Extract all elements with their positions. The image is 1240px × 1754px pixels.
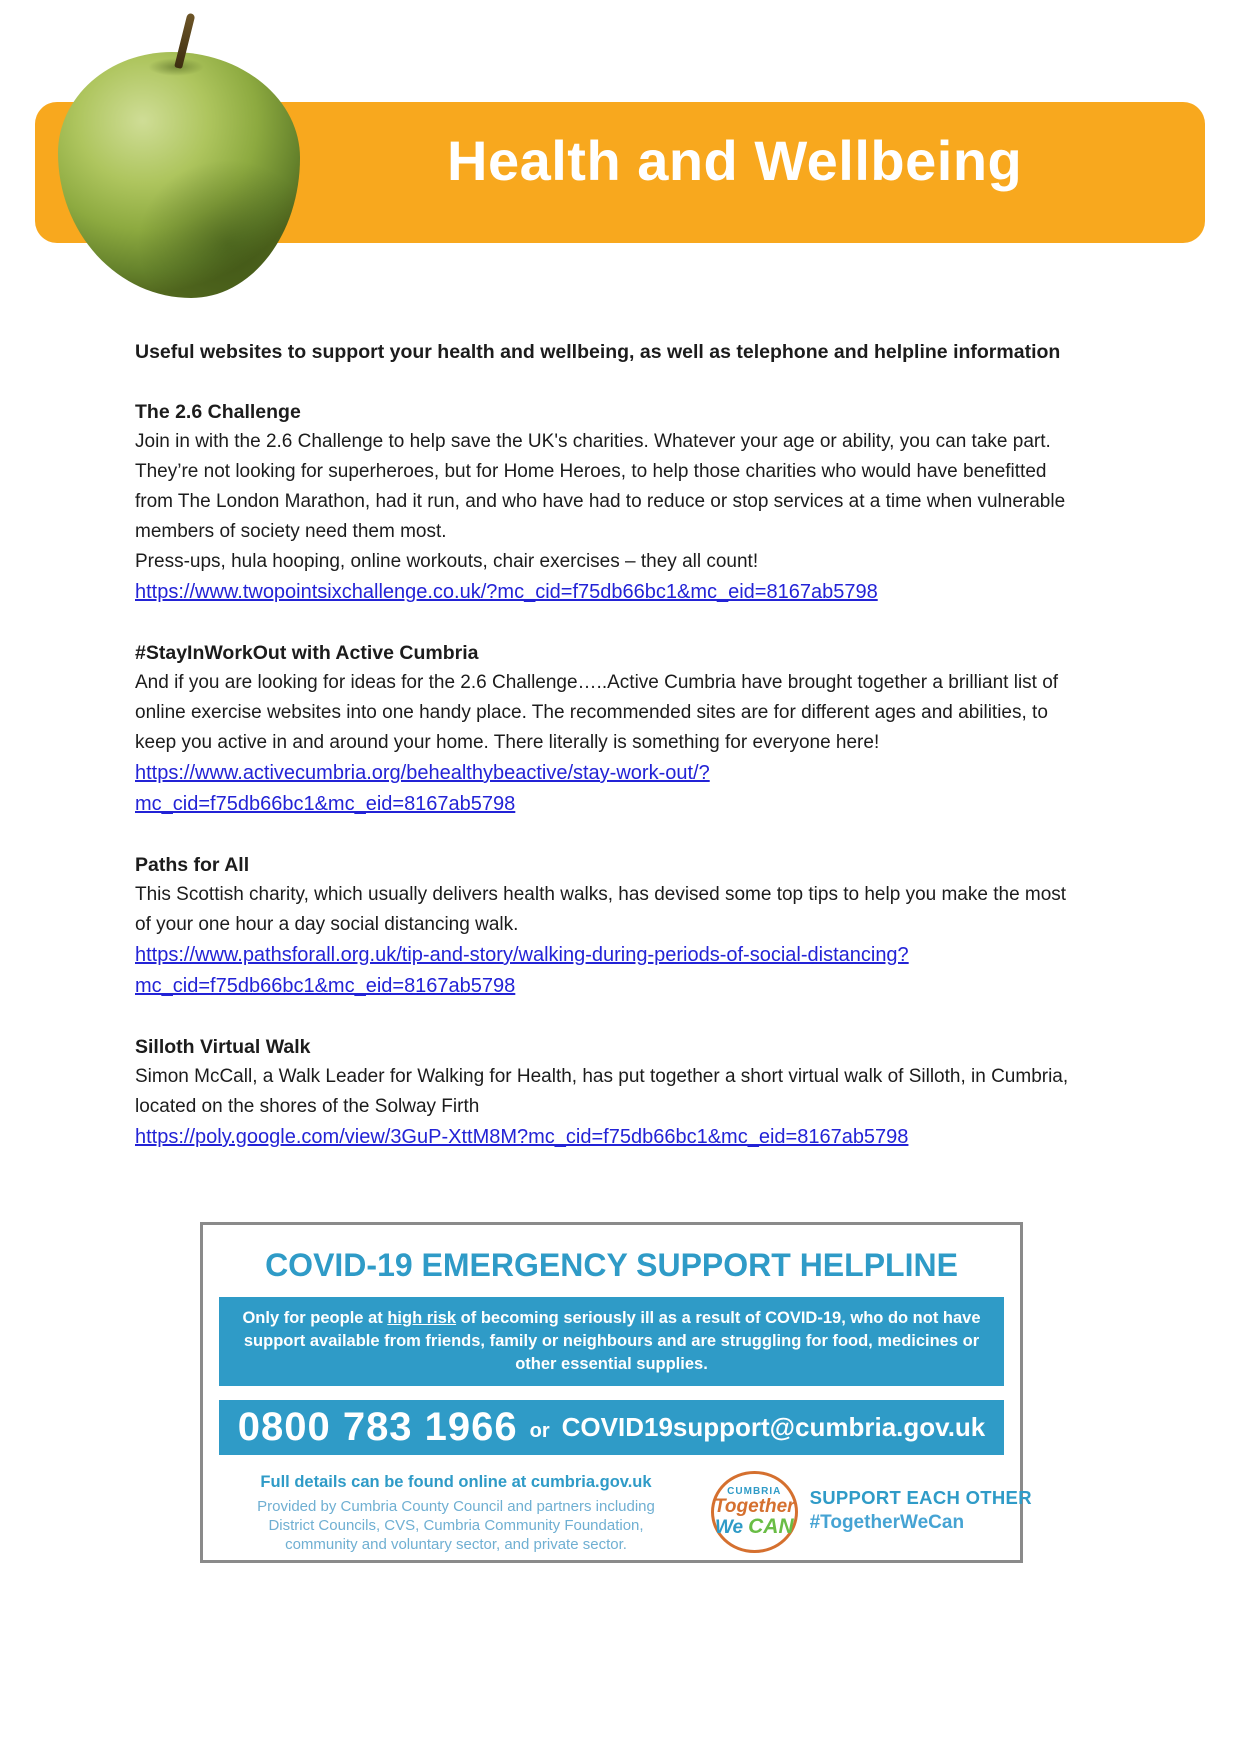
apple-body	[58, 52, 300, 298]
section-title: Silloth Virtual Walk	[135, 1036, 311, 1058]
eligibility-text: Only for people at	[242, 1309, 388, 1327]
logo-together-text: Together	[714, 1496, 795, 1517]
section-title: #StayInWorkOut with Active Cumbria	[135, 642, 479, 664]
covid-contact-bar	[219, 1400, 1004, 1455]
helpline-email-address: COVID19support@cumbria.gov.uk	[561, 1412, 986, 1442]
covid-eligibility-note	[219, 1297, 1004, 1386]
cumbria-together-we-can-logo	[711, 1471, 798, 1553]
or-label: or	[529, 1420, 550, 1442]
covid-details-column	[225, 1471, 687, 1554]
covid-slogan-column	[810, 1487, 1032, 1534]
covid-helpline-title: COVID-19 EMERGENCY SUPPORT HELPLINE	[265, 1247, 958, 1283]
link-line	[135, 940, 1085, 1002]
provided-by-text: Provided by Cumbria County Council and partners including District Councils, CVS, Cumbria Community Foundation, community and voluntary sector, and private sector.	[257, 1498, 655, 1553]
full-details-text: Full details can be found online at cumbria.gov.uk	[260, 1473, 652, 1491]
twopointsixchallenge-link[interactable]: https://www.twopointsixchallenge.co.uk/?mc_cid=f75db66bc1&mc_eid=8167ab5798	[135, 581, 878, 603]
silloth-virtual-walk-link[interactable]: https://poly.google.com/view/3GuP-XttM8M?mc_cid=f75db66bc1&mc_eid=8167ab5798	[135, 1126, 909, 1148]
section-silloth-virtual-walk	[135, 1032, 1085, 1153]
green-apple-icon	[52, 10, 308, 298]
section-title: Paths for All	[135, 854, 250, 876]
covid-helpline-flyer	[200, 1222, 1032, 1563]
logo-cumbria-text: CUMBRIA	[727, 1486, 782, 1497]
section-stayinworkout	[135, 638, 1085, 820]
section-paths-for-all	[135, 850, 1085, 1002]
section-paragraph: Press-ups, hula hooping, online workouts, chair exercises – they all count!	[135, 551, 759, 572]
link-line	[135, 758, 1085, 820]
eligibility-text: of becoming seriously ill as a result of COVID-19, who do not have support available from friends, family or neighbours and are struggling for food, medicines or other essential supplies.	[243, 1309, 981, 1373]
covid-flyer-footer	[219, 1471, 1032, 1554]
support-each-other-text: SUPPORT EACH OTHER	[809, 1487, 1032, 1508]
logo-we-can-text: We CAN	[714, 1515, 794, 1538]
link-line	[135, 1122, 1085, 1153]
section-the-26-challenge	[135, 397, 1085, 608]
section-paragraph: And if you are looking for ideas for the 2.6 Challenge…..Active Cumbria have brought together a brilliant list of online exercise websites into one handy place. The recommended sites are for different ages and abilities, to keep you active in and around your home. There literally is something for everyone here!	[135, 672, 1059, 753]
activecumbria-link[interactable]: https://www.activecumbria.org/behealthybeactive/stay-work-out/?mc_cid=f75db66bc1&mc_eid=8167ab5798	[135, 762, 710, 815]
page-content	[135, 337, 1085, 1153]
helpline-phone-number: 0800 783 1966	[237, 1405, 518, 1449]
section-paragraph: Join in with the 2.6 Challenge to help save the UK's charities. Whatever your age or ability, you can take part. They’re not looking for superheroes, but for Home Heroes, to help those charities who would have benefitted from The London Marathon, had it run, and who have had to reduce or stop services at a time when vulnerable members of society need them most.	[135, 431, 1066, 542]
link-line	[135, 577, 1085, 608]
section-paragraph: Simon McCall, a Walk Leader for Walking for Health, has put together a short virtual walk of Silloth, in Cumbria, located on the shores of the Solway Firth	[135, 1066, 1069, 1117]
page-title: Health and Wellbeing	[447, 129, 1023, 192]
intro-heading: Useful websites to support your health and wellbeing, as well as telephone and helpline information	[135, 341, 1061, 363]
section-title: The 2.6 Challenge	[135, 401, 301, 423]
section-paragraph: This Scottish charity, which usually delivers health walks, has devised some top tips to help you make the most of your one hour a day social distancing walk.	[135, 884, 1067, 935]
together-we-can-hashtag: #TogetherWeCan	[809, 1512, 965, 1533]
high-risk-underlined-text: high risk	[387, 1309, 457, 1327]
pathsforall-link[interactable]: https://www.pathsforall.org.uk/tip-and-story/walking-during-periods-of-social-distancing?mc_cid=f75db66bc1&mc_eid=8167ab5798	[135, 944, 909, 997]
